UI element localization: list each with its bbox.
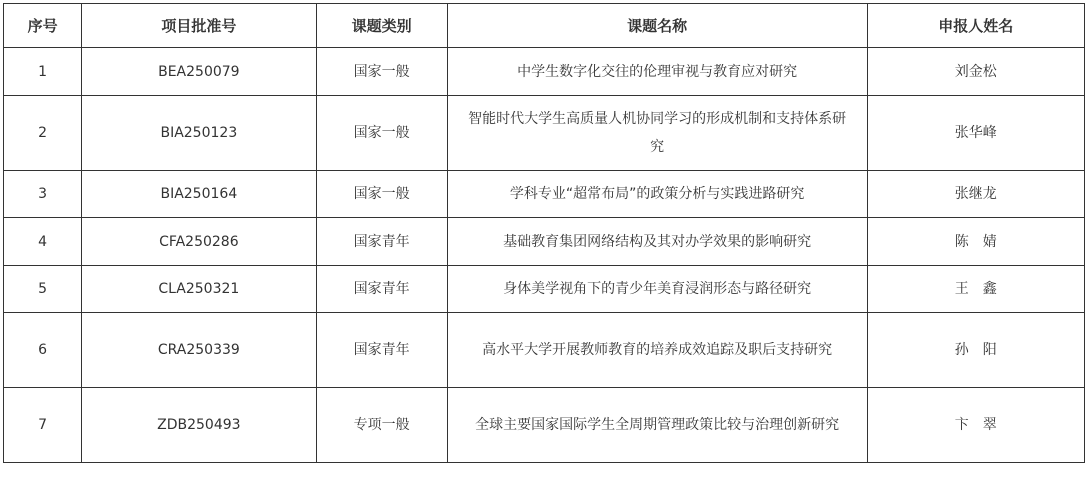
cell-category: 国家青年	[316, 218, 447, 266]
table-header-row	[4, 4, 1085, 48]
cell-title: 中学生数字化交往的伦理审视与教育应对研究	[447, 48, 867, 96]
cell-code: BEA250079	[82, 48, 316, 96]
cell-title: 高水平大学开展教师教育的培养成效追踪及职后支持研究	[447, 313, 867, 388]
cell-no: 4	[4, 218, 82, 266]
cell-code: BIA250123	[82, 96, 316, 171]
cell-code: ZDB250493	[82, 388, 316, 463]
cell-category: 国家一般	[316, 171, 447, 218]
table-row	[4, 48, 1085, 96]
cell-applicant: 刘金松	[867, 48, 1084, 96]
cell-applicant: 陈 婧	[867, 218, 1084, 266]
cell-title: 身体美学视角下的青少年美育浸润形态与路径研究	[447, 266, 867, 313]
header-no: 序号	[4, 4, 82, 48]
table-row	[4, 266, 1085, 313]
cell-applicant: 孙 阳	[867, 313, 1084, 388]
cell-code: CLA250321	[82, 266, 316, 313]
project-table-container	[3, 3, 1085, 463]
cell-applicant: 卞 翠	[867, 388, 1084, 463]
cell-applicant: 王 鑫	[867, 266, 1084, 313]
cell-no: 6	[4, 313, 82, 388]
cell-no: 5	[4, 266, 82, 313]
cell-code: CRA250339	[82, 313, 316, 388]
cell-category: 专项一般	[316, 388, 447, 463]
cell-no: 3	[4, 171, 82, 218]
table-row	[4, 218, 1085, 266]
cell-category: 国家青年	[316, 313, 447, 388]
project-table	[3, 3, 1085, 463]
cell-title: 学科专业“超常布局”的政策分析与实践进路研究	[447, 171, 867, 218]
cell-applicant: 张继龙	[867, 171, 1084, 218]
cell-title: 智能时代大学生高质量人机协同学习的形成机制和支持体系研究	[447, 96, 867, 171]
table-row	[4, 96, 1085, 171]
cell-category: 国家一般	[316, 48, 447, 96]
cell-category: 国家一般	[316, 96, 447, 171]
table-row	[4, 171, 1085, 218]
table-row	[4, 388, 1085, 463]
header-title: 课题名称	[447, 4, 867, 48]
header-code: 项目批准号	[82, 4, 316, 48]
cell-code: CFA250286	[82, 218, 316, 266]
cell-title: 基础教育集团网络结构及其对办学效果的影响研究	[447, 218, 867, 266]
header-applicant: 申报人姓名	[867, 4, 1084, 48]
cell-code: BIA250164	[82, 171, 316, 218]
cell-no: 2	[4, 96, 82, 171]
cell-no: 1	[4, 48, 82, 96]
cell-no: 7	[4, 388, 82, 463]
cell-title: 全球主要国家国际学生全周期管理政策比较与治理创新研究	[447, 388, 867, 463]
cell-category: 国家青年	[316, 266, 447, 313]
table-row	[4, 313, 1085, 388]
cell-applicant: 张华峰	[867, 96, 1084, 171]
header-category: 课题类别	[316, 4, 447, 48]
